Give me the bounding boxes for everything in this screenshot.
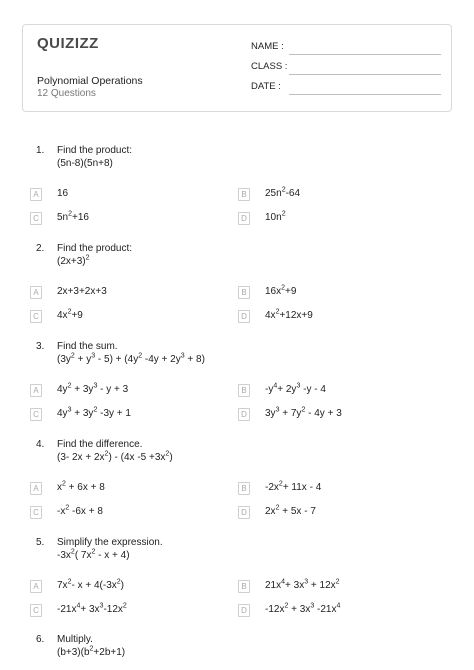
question-expression: $(3y^2 + y^3 - 5) + (4y^2$ $-4y + 2y^3 + 8$) (57, 352, 205, 365)
option-text: $4x^2+12x+9$ (265, 308, 313, 321)
option-letter-box[interactable]: A (30, 580, 42, 593)
option-text: $4x^2+9$ (57, 308, 83, 321)
option-letter-box[interactable]: C (30, 212, 42, 225)
option-letter-box[interactable]: B (238, 580, 250, 593)
option-letter-box[interactable]: A (30, 188, 42, 201)
question-count: 12 Questions (37, 88, 96, 99)
class-field[interactable] (251, 61, 441, 75)
option-letter-box[interactable]: C (30, 506, 42, 519)
option-letter-box[interactable]: B (238, 384, 250, 397)
worksheet-title: Polynomial Operations (37, 75, 143, 87)
option-text: $25n^2-64$ (265, 186, 301, 199)
option-text: $2x^2 + 5x - 7$ (265, 504, 316, 517)
option-text: $5n^2+16$ (57, 210, 89, 223)
question-prompt: Find the sum. (57, 341, 118, 352)
option-letter-box[interactable]: D (238, 408, 250, 421)
question-number: 4. (36, 439, 45, 450)
option-letter-box[interactable]: C (30, 310, 42, 323)
date-line[interactable] (289, 94, 441, 95)
option-text: $16x^2+9$ (265, 284, 297, 297)
question-number: 1. (36, 145, 45, 156)
option-letter-box[interactable]: D (238, 212, 250, 225)
question-prompt: Find the difference. (57, 439, 143, 450)
option-text: $4y^2 + 3y^3 - y + 3$ (57, 382, 129, 395)
question-expression: $(2x+3)^2$ (57, 254, 90, 267)
option-text: 2x+3+2x+3 (57, 286, 107, 297)
option-letter-box[interactable]: A (30, 482, 42, 495)
option-letter-box[interactable]: D (238, 604, 250, 617)
date-label: DATE : (251, 81, 281, 92)
name-field[interactable] (251, 41, 441, 55)
question-prompt: Find the product: (57, 243, 133, 254)
class-label: CLASS : (251, 61, 288, 72)
worksheet-header (22, 24, 452, 112)
option-letter-box[interactable]: D (238, 310, 250, 323)
option-letter-box[interactable]: B (238, 188, 250, 201)
option-text: $10n^2$ (265, 210, 286, 223)
name-line[interactable] (289, 54, 441, 55)
option-text: $3y^3 + 7y^2 - 4y + 3$ (265, 406, 342, 419)
question-number: 5. (36, 537, 45, 548)
option-text: $7x^2-$ $x + 4(-3x^2)$ (57, 578, 125, 591)
question-prompt: Find the product: (57, 145, 133, 156)
question-expression: (3- $2x + 2x^2) - (4x$ $-5 +3x^2$) (57, 450, 173, 463)
class-line[interactable] (289, 74, 441, 75)
option-letter-box[interactable]: A (30, 286, 42, 299)
option-letter-box[interactable]: B (238, 286, 250, 299)
question-number: 6. (36, 634, 45, 645)
option-text: $-x^2$ -6x + 8 (57, 504, 103, 517)
option-letter-box[interactable]: C (30, 604, 42, 617)
question-expression: (5n-8)(5n+8) (57, 158, 113, 169)
option-text: $-12x^2 + 3x^3$ $-21x^4$ (265, 602, 341, 615)
option-letter-box[interactable]: A (30, 384, 42, 397)
option-letter-box[interactable]: D (238, 506, 250, 519)
option-text: $-2x^2+ 11x - 4$ (265, 480, 322, 493)
option-letter-box[interactable]: C (30, 408, 42, 421)
question-expression: $(b+3)(b^2+2b+1)$ (57, 645, 126, 658)
question-expression: $-3x^2$( $7x^2 - x + 4$) (57, 548, 130, 561)
quizizz-logo: QUIZIZZ (37, 35, 99, 52)
option-letter-box[interactable]: B (238, 482, 250, 495)
option-text: $-21x^4+ 3x^3-12x^2$ (57, 602, 127, 615)
question-number: 2. (36, 243, 45, 254)
option-text: $4y^3 + 3y^2$ -3y + 1 (57, 406, 131, 419)
date-field[interactable] (251, 81, 441, 95)
name-label: NAME : (251, 41, 284, 52)
question-prompt: Simplify the expression. (57, 537, 163, 548)
option-text: $-y^4+ 2y^3$ -y - 4 (265, 382, 326, 395)
option-text: $21x^4+ 3x^3 + 12x^2$ (265, 578, 340, 591)
option-text: $x^2 + 6x + 8$ (57, 480, 105, 493)
question-prompt: Multiply. (57, 634, 93, 645)
question-number: 3. (36, 341, 45, 352)
option-text: 16 (57, 188, 69, 199)
